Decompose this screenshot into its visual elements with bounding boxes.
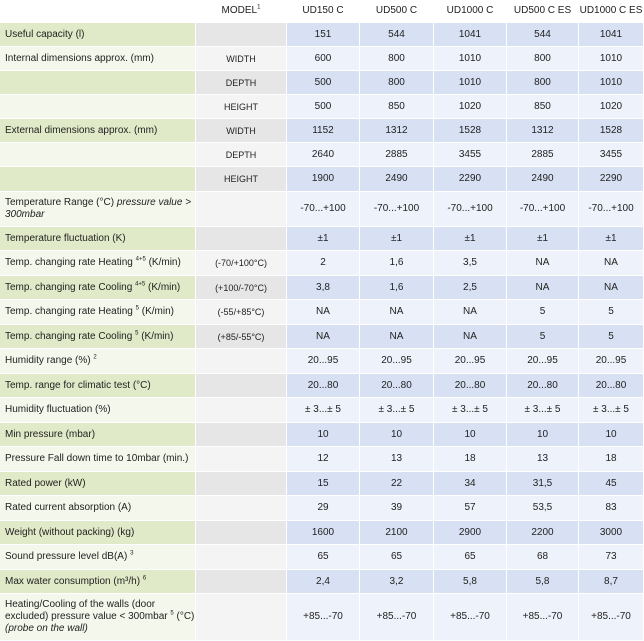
table-cell: 3455 — [434, 143, 507, 167]
table-cell: 2490 — [507, 167, 579, 192]
table-cell: 83 — [579, 496, 644, 521]
row-label-text: Heating/Cooling of the walls (door excluded) pressure value < 300mbar — [5, 599, 171, 622]
table-cell: ±1 — [434, 227, 507, 251]
row-label-note: pressure value > 300mbar — [5, 197, 192, 220]
table-cell: 850 — [507, 95, 579, 119]
table-cell: +85...-70 — [434, 594, 507, 641]
model-label: MODEL — [221, 5, 258, 16]
table-cell: 1312 — [360, 119, 434, 143]
table-cell: 800 — [360, 71, 434, 95]
table-cell: 5 — [507, 325, 579, 349]
table-cell: 2 — [287, 251, 360, 276]
row-label-text: Temperature fluctuation (K) — [5, 232, 126, 244]
row-label-footnote: 5 — [170, 610, 174, 617]
table-cell: 20...80 — [579, 374, 644, 398]
table-cell: 544 — [360, 23, 434, 47]
table-cell: NA — [434, 325, 507, 349]
table-cell: 20...80 — [507, 374, 579, 398]
table-cell: 31,5 — [507, 472, 579, 496]
table-cell: 1010 — [434, 71, 507, 95]
row-label — [0, 398, 196, 423]
table-cell: 600 — [287, 47, 360, 71]
table-cell: 10 — [287, 423, 360, 447]
row-label — [0, 227, 196, 251]
row-label — [0, 71, 196, 95]
table-row — [0, 447, 644, 472]
table-cell: 10 — [434, 423, 507, 447]
table-row — [0, 423, 644, 447]
table-row — [0, 521, 644, 545]
table-cell: 5,8 — [434, 570, 507, 594]
table-cell: 5,8 — [507, 570, 579, 594]
row-label-text: Temperature Range (°C) — [5, 197, 117, 208]
row-label-footnote: 4+5 — [135, 281, 146, 288]
row-label-text: Pressure Fall down time to 10mbar (min.) — [5, 453, 189, 464]
table-cell: NA — [287, 300, 360, 325]
header-col-2: UD500 C — [360, 0, 434, 23]
table-row — [0, 23, 644, 47]
table-cell: ±1 — [287, 227, 360, 251]
row-label — [0, 95, 196, 119]
table-cell: 1,6 — [360, 276, 434, 300]
row-label-unit: (°C) — [173, 611, 195, 622]
table-cell: 10 — [360, 423, 434, 447]
table-cell: 1600 — [287, 521, 360, 545]
row-sublabel: HEIGHT — [196, 167, 287, 192]
table-cell: 3,5 — [434, 251, 507, 276]
row-label-text: Sound pressure level dB(A) — [5, 551, 131, 562]
table-cell: 73 — [579, 545, 644, 570]
row-label-text: Temp. changing rate Heating — [5, 257, 136, 268]
table-cell: 1152 — [287, 119, 360, 143]
row-label — [0, 23, 196, 47]
table-row — [0, 251, 644, 276]
table-row — [0, 276, 644, 300]
row-sublabel — [196, 570, 287, 594]
table-cell: 65 — [287, 545, 360, 570]
table-cell: 39 — [360, 496, 434, 521]
row-label-text: Temp. changing rate Cooling — [5, 330, 136, 342]
row-label — [0, 143, 196, 167]
table-body — [0, 23, 644, 641]
table-cell: 20...95 — [579, 349, 644, 374]
row-label-text: Humidity fluctuation (%) — [5, 404, 111, 415]
row-label — [0, 570, 196, 594]
row-label — [0, 325, 196, 349]
row-label-text: Useful capacity (l) — [5, 28, 85, 40]
row-label-text: Max water consumption (m³/h) — [5, 575, 143, 587]
row-label-unit: (K/min) — [145, 281, 181, 293]
row-label — [0, 119, 196, 143]
row-label — [0, 472, 196, 496]
row-label-footnote: 5 — [135, 330, 139, 337]
table-row — [0, 325, 644, 349]
table-cell: 2885 — [360, 143, 434, 167]
table-cell: +85...-70 — [360, 594, 434, 641]
row-label — [0, 276, 196, 300]
table-row — [0, 167, 644, 192]
row-label-footnote: 3 — [130, 550, 134, 557]
row-label — [0, 192, 196, 227]
row-label-footnote: 4+5 — [135, 256, 146, 263]
table-row — [0, 374, 644, 398]
table-row — [0, 227, 644, 251]
table-cell: 1010 — [579, 47, 644, 71]
table-cell: +85...-70 — [507, 594, 579, 641]
table-cell: 5 — [579, 300, 644, 325]
row-label-unit: (K/min) — [145, 257, 181, 268]
row-label — [0, 594, 196, 641]
row-label-unit: (K/min) — [138, 306, 174, 317]
row-sublabel — [196, 423, 287, 447]
row-sublabel — [196, 594, 287, 641]
table-cell: 45 — [579, 472, 644, 496]
table-cell: +85...-70 — [287, 594, 360, 641]
table-cell: -70...+100 — [507, 192, 579, 227]
table-cell: -70...+100 — [579, 192, 644, 227]
table-cell: 68 — [507, 545, 579, 570]
row-sublabel: (-70/+100°C) — [196, 251, 287, 276]
table-cell: NA — [579, 276, 644, 300]
table-row — [0, 570, 644, 594]
row-label — [0, 251, 196, 276]
table-cell: 18 — [434, 447, 507, 472]
header-col-5: UD1000 C ES — [579, 0, 644, 23]
row-label-text: Weight (without packing) (kg) — [5, 526, 135, 538]
table-row — [0, 119, 644, 143]
row-sublabel: WIDTH — [196, 47, 287, 71]
table-cell: 1528 — [434, 119, 507, 143]
row-label — [0, 374, 196, 398]
model-footnote: 1 — [257, 4, 261, 11]
table-cell: 850 — [360, 95, 434, 119]
row-label-text: Min pressure (mbar) — [5, 428, 96, 440]
table-cell: 1010 — [579, 71, 644, 95]
table-cell: 57 — [434, 496, 507, 521]
table-cell: -70...+100 — [360, 192, 434, 227]
table-cell: 1528 — [579, 119, 644, 143]
row-label — [0, 167, 196, 192]
row-label-note: (probe on the wall) — [5, 623, 88, 634]
table-cell: ± 3...± 5 — [287, 398, 360, 423]
table-cell: 800 — [360, 47, 434, 71]
row-sublabel — [196, 192, 287, 227]
row-label-text: Temp. changing rate Heating — [5, 306, 136, 317]
table-cell: NA — [507, 251, 579, 276]
row-sublabel: WIDTH — [196, 119, 287, 143]
row-label-footnote: 6 — [142, 575, 147, 582]
table-cell: 15 — [287, 472, 360, 496]
table-cell: 20...95 — [360, 349, 434, 374]
table-cell: ± 3...± 5 — [360, 398, 434, 423]
table-cell: 544 — [507, 23, 579, 47]
table-row — [0, 95, 644, 119]
row-sublabel: DEPTH — [196, 71, 287, 95]
row-sublabel — [196, 521, 287, 545]
table-cell: 2900 — [434, 521, 507, 545]
table-cell: NA — [360, 325, 434, 349]
table-cell: 1,6 — [360, 251, 434, 276]
table-cell: 20...95 — [287, 349, 360, 374]
row-sublabel — [196, 374, 287, 398]
table-cell: -70...+100 — [434, 192, 507, 227]
header-blank — [0, 0, 196, 23]
row-label-footnote: 2 — [93, 354, 97, 361]
row-label-unit: (K/min) — [138, 330, 174, 342]
table-cell: ± 3...± 5 — [579, 398, 644, 423]
table-cell: ±1 — [360, 227, 434, 251]
header-row — [0, 0, 644, 23]
table-cell: 10 — [579, 423, 644, 447]
row-label-footnote: 5 — [135, 305, 139, 312]
table-cell: 1041 — [579, 23, 644, 47]
table-cell: 500 — [287, 95, 360, 119]
table-cell: 1041 — [434, 23, 507, 47]
table-row — [0, 594, 644, 641]
table-row — [0, 349, 644, 374]
row-label-text: Temp. changing rate Cooling — [5, 281, 136, 293]
table-cell: 65 — [360, 545, 434, 570]
table-cell: 65 — [434, 545, 507, 570]
table-row — [0, 398, 644, 423]
table-cell: 800 — [507, 47, 579, 71]
table-cell: 20...95 — [434, 349, 507, 374]
table-cell: 1020 — [579, 95, 644, 119]
table-cell: 1020 — [434, 95, 507, 119]
table-cell: 1312 — [507, 119, 579, 143]
header-col-1: UD150 C — [287, 0, 360, 23]
row-label — [0, 300, 196, 325]
table-cell: +85...-70 — [579, 594, 644, 641]
table-cell: 20...80 — [360, 374, 434, 398]
table-cell: 13 — [507, 447, 579, 472]
row-label-text: Internal dimensions approx. (mm) — [5, 52, 154, 64]
table-cell: 2200 — [507, 521, 579, 545]
header-col-3: UD1000 C — [434, 0, 507, 23]
table-cell: ±1 — [579, 227, 644, 251]
row-label — [0, 521, 196, 545]
table-cell: ± 3...± 5 — [434, 398, 507, 423]
table-cell: 8,7 — [579, 570, 644, 594]
table-cell: 2,4 — [287, 570, 360, 594]
table-cell: 2490 — [360, 167, 434, 192]
table-cell: 2100 — [360, 521, 434, 545]
table-row — [0, 47, 644, 71]
row-label-text: Rated power (kW) — [5, 477, 86, 489]
table-cell: NA — [287, 325, 360, 349]
table-cell: -70...+100 — [287, 192, 360, 227]
table-cell: 500 — [287, 71, 360, 95]
table-cell: 29 — [287, 496, 360, 521]
table-cell: 2885 — [507, 143, 579, 167]
table-cell: 3455 — [579, 143, 644, 167]
table-cell: 13 — [360, 447, 434, 472]
table-cell: 2290 — [434, 167, 507, 192]
row-sublabel — [196, 23, 287, 47]
table-cell: NA — [360, 300, 434, 325]
table-row — [0, 71, 644, 95]
row-label-text: Humidity range (%) — [5, 355, 94, 366]
table-row — [0, 496, 644, 521]
table-cell: NA — [434, 300, 507, 325]
row-sublabel: (-55/+85°C) — [196, 300, 287, 325]
row-label — [0, 47, 196, 71]
row-sublabel: (+85/-55°C) — [196, 325, 287, 349]
table-row — [0, 472, 644, 496]
table-cell: 22 — [360, 472, 434, 496]
table-cell: 20...80 — [434, 374, 507, 398]
row-sublabel — [196, 398, 287, 423]
table-cell: NA — [507, 276, 579, 300]
row-label-text: Rated current absorption (A) — [5, 502, 132, 513]
row-label-text: Temp. range for climatic test (°C) — [5, 379, 151, 391]
table-cell: 2640 — [287, 143, 360, 167]
row-sublabel — [196, 545, 287, 570]
table-row — [0, 192, 644, 227]
row-label — [0, 423, 196, 447]
table-cell: 2290 — [579, 167, 644, 192]
header-model — [196, 0, 287, 23]
table-cell: 5 — [507, 300, 579, 325]
table-cell: 1900 — [287, 167, 360, 192]
table-cell: 20...80 — [287, 374, 360, 398]
row-sublabel: HEIGHT — [196, 95, 287, 119]
row-sublabel — [196, 227, 287, 251]
table-cell: 34 — [434, 472, 507, 496]
header-col-4: UD500 C ES — [507, 0, 579, 23]
table-cell: 20...95 — [507, 349, 579, 374]
row-label-text: External dimensions approx. (mm) — [5, 124, 158, 136]
table-cell: 5 — [579, 325, 644, 349]
row-sublabel — [196, 349, 287, 374]
row-sublabel — [196, 447, 287, 472]
table-cell: 3,2 — [360, 570, 434, 594]
table-cell: 151 — [287, 23, 360, 47]
row-label — [0, 496, 196, 521]
row-sublabel: DEPTH — [196, 143, 287, 167]
row-label — [0, 447, 196, 472]
table-row — [0, 545, 644, 570]
table-cell: 3000 — [579, 521, 644, 545]
row-label — [0, 349, 196, 374]
table-cell: NA — [579, 251, 644, 276]
table-cell: 2,5 — [434, 276, 507, 300]
table-row — [0, 143, 644, 167]
row-label — [0, 545, 196, 570]
row-sublabel — [196, 472, 287, 496]
table-cell: 53,5 — [507, 496, 579, 521]
table-cell: 10 — [507, 423, 579, 447]
table-cell: 18 — [579, 447, 644, 472]
table-cell: ± 3...± 5 — [507, 398, 579, 423]
table-cell: 12 — [287, 447, 360, 472]
table-cell: ±1 — [507, 227, 579, 251]
table-cell: 1010 — [434, 47, 507, 71]
row-sublabel — [196, 496, 287, 521]
row-sublabel: (+100/-70°C) — [196, 276, 287, 300]
table-row — [0, 300, 644, 325]
table-cell: 800 — [507, 71, 579, 95]
table-cell: 3,8 — [287, 276, 360, 300]
